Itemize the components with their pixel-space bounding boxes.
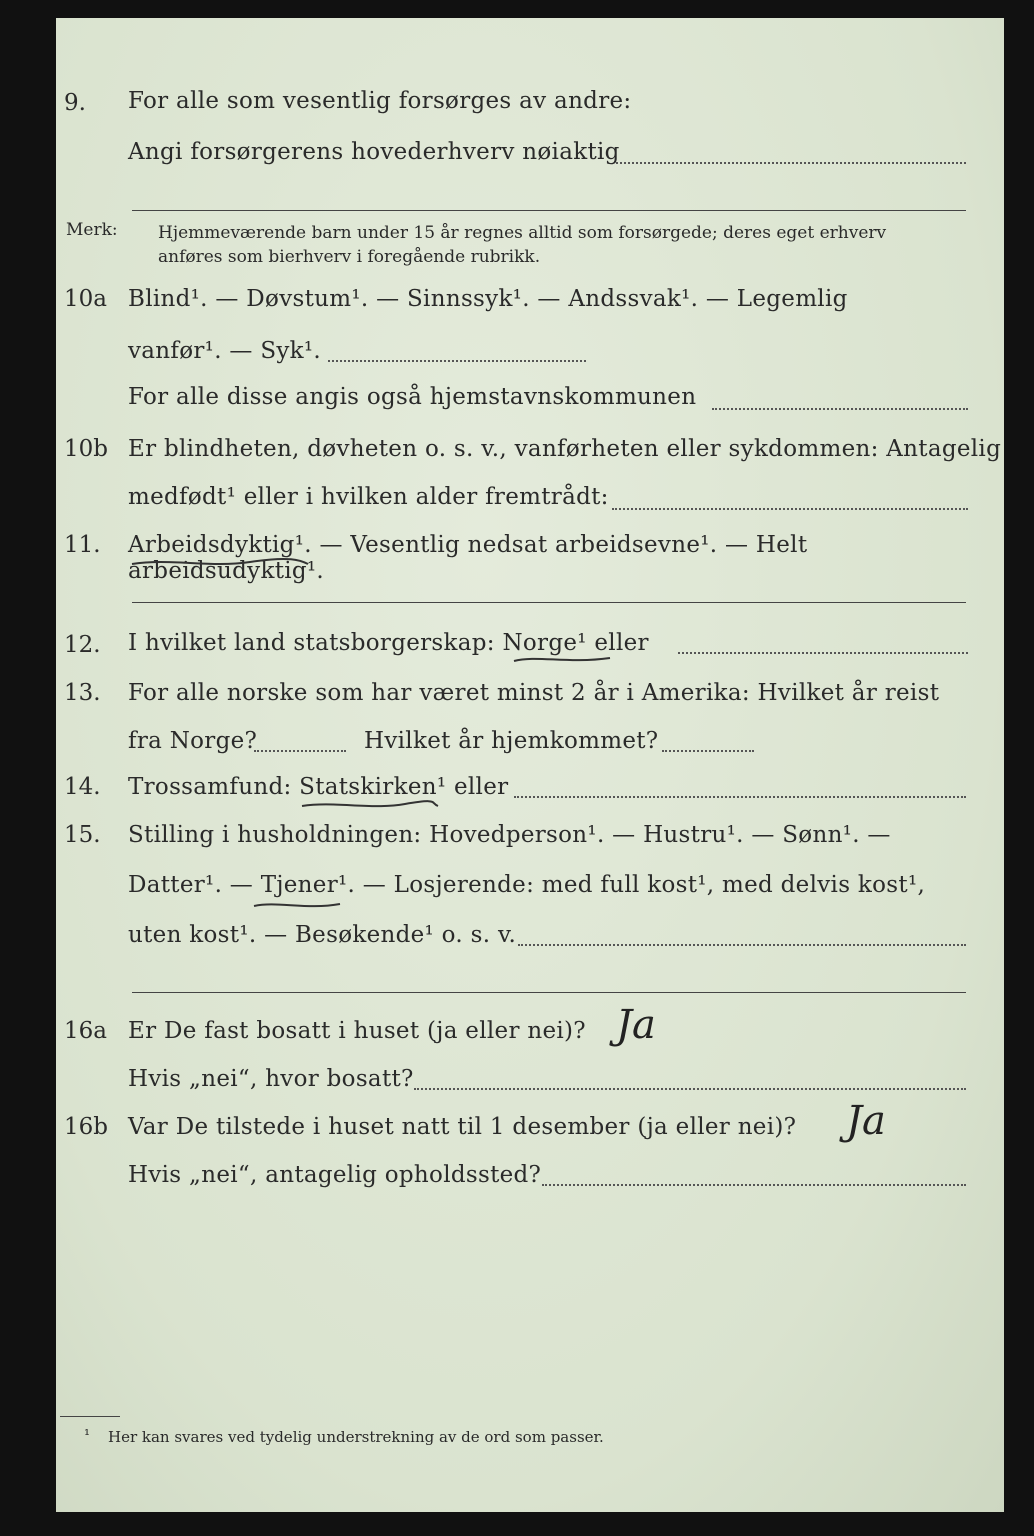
handwritten-answer: Ja — [616, 1002, 656, 1048]
question-text: vanfør¹. — Syk¹. — [128, 338, 322, 364]
answer-line — [254, 750, 346, 752]
census-form-sheet — [56, 18, 1004, 1512]
question-number: 11. — [64, 532, 101, 558]
footnote-mark: ¹ — [84, 1426, 91, 1444]
question-text: Blind¹. — Døvstum¹. — Sinnssyk¹. — Andssvak¹. — Legemlig — [128, 286, 848, 312]
note-text: anføres som bierhverv i foregående rubrikk. — [158, 247, 541, 267]
question-text: Hvis „nei“, antagelig opholdssted? — [128, 1162, 542, 1188]
answer-line — [518, 944, 966, 946]
footnote-rule — [60, 1416, 120, 1417]
question-number: 15. — [64, 822, 101, 848]
answer-line — [514, 796, 966, 798]
question-text: Datter¹. — Tjener¹. — Losjerende: med full kost¹, med delvis kost¹, — [128, 872, 926, 898]
question-text: Stilling i husholdningen: Hovedperson¹. — Hustru¹. — Sønn¹. — — [128, 822, 891, 848]
question-text: I hvilket land statsborgerskap: Norge¹ eller — [128, 630, 649, 656]
question-text: Var De tilstede i huset natt til 1 desember (ja eller nei)? — [128, 1114, 797, 1140]
answer-line — [678, 652, 968, 654]
answer-line — [542, 1184, 966, 1186]
question-number: 14. — [64, 774, 101, 800]
question-text: Er blindheten, døvheten o. s. v., vanførheten eller sykdommen: Antagelig — [128, 436, 1002, 462]
question-text: uten kost¹. — Besøkende¹ o. s. v. — [128, 922, 517, 948]
handwritten-underline — [300, 798, 440, 812]
scan-border-bottom — [0, 1512, 1034, 1536]
answer-line — [612, 508, 968, 510]
answer-line — [328, 360, 586, 362]
answer-line — [132, 210, 966, 211]
question-text: fra Norge? — [128, 728, 258, 754]
question-text: Angi forsørgerens hovederhverv nøiaktig — [128, 139, 620, 165]
answer-line — [616, 162, 966, 164]
question-number: 16a — [64, 1018, 107, 1044]
question-text: For alle som vesentlig forsørges av andre: — [128, 88, 632, 114]
answer-line — [712, 408, 968, 410]
scan-border-top — [0, 0, 1034, 18]
handwritten-underline — [512, 652, 612, 666]
scan-border-right — [1004, 0, 1034, 1536]
note-text: Hjemmeværende barn under 15 år regnes alltid som forsørgede; deres eget erhverv — [158, 223, 887, 243]
handwritten-underline — [252, 898, 342, 912]
question-text: medfødt¹ eller i hvilken alder fremtrådt: — [128, 484, 609, 510]
question-number: 10a — [64, 286, 107, 312]
question-text: Hvis „nei“, hvor bosatt? — [128, 1066, 414, 1092]
scan-border-left — [0, 0, 56, 1536]
question-text: Er De fast bosatt i huset (ja eller nei)? — [128, 1018, 586, 1044]
question-number: 9. — [64, 90, 86, 116]
question-number: 12. — [64, 632, 101, 658]
question-number: 16b — [64, 1114, 108, 1140]
answer-line — [414, 1088, 966, 1090]
note-label: Merk: — [66, 220, 118, 240]
answer-line — [662, 750, 754, 752]
handwritten-answer: Ja — [846, 1098, 886, 1144]
question-number: 13. — [64, 680, 101, 706]
question-text: For alle norske som har været minst 2 år i Amerika: Hvilket år reist — [128, 680, 940, 706]
question-text: Arbeidsdyktig¹. — Vesentlig nedsat arbeidsevne¹. — Helt arbeidsudyktig¹. — [128, 532, 808, 584]
question-text: Trossamfund: Statskirken¹ eller — [128, 774, 509, 800]
answer-line — [132, 992, 966, 993]
question-text: For alle disse angis også hjemstavnskommunen — [128, 384, 697, 410]
answer-line — [132, 602, 966, 603]
handwritten-underline — [130, 556, 310, 570]
question-number: 10b — [64, 436, 108, 462]
footnote-text: Her kan svares ved tydelig understrekning av de ord som passer. — [108, 1428, 604, 1446]
question-text: Hvilket år hjemkommet? — [364, 728, 659, 754]
